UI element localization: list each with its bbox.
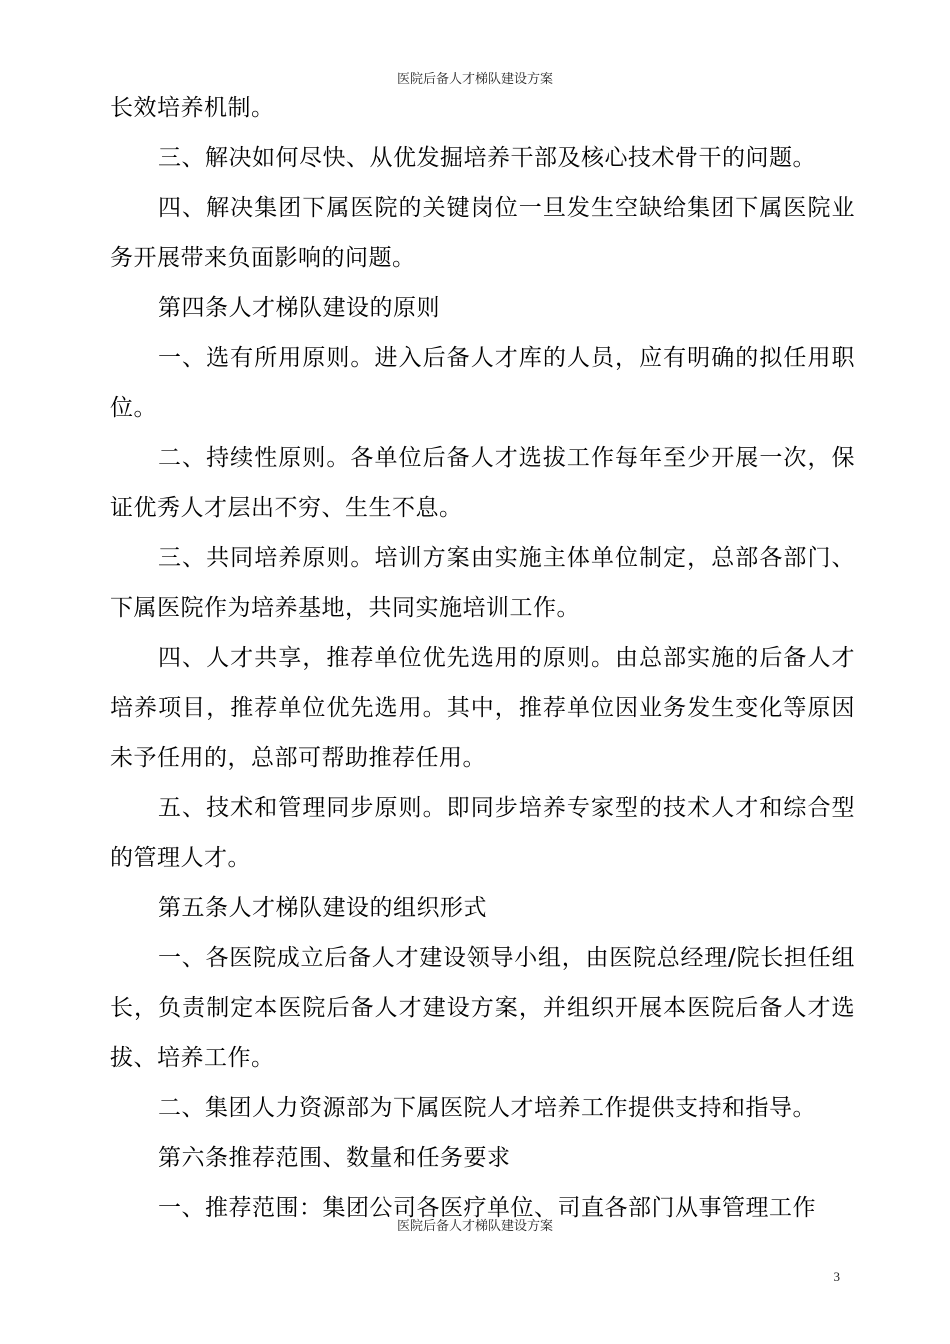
paragraph: 一、推荐范围：集团公司各医疗单位、司直各部门从事管理工作 [158, 1195, 816, 1221]
section-heading: 第四条人才梯队建设的原则 [158, 295, 440, 321]
paragraph: 四、解决集团下属医院的关键岗位一旦发生空缺给集团下属医院业务开展带来负面影响的问题。 [110, 195, 855, 271]
paragraph: 一、选有所用原则。进入后备人才库的人员，应有明确的拟任用职位。 [110, 345, 855, 421]
paragraph: 三、共同培养原则。培训方案由实施主体单位制定，总部各部门、下属医院作为培养基地，共同实施培训工作。 [110, 545, 855, 621]
document-body [110, 83, 855, 1233]
paragraph: 一、各医院成立后备人才建设领导小组，由医院总经理/院长担任组长，负责制定本医院后备人才建设方案，并组织开展本医院后备人才选拔、培养工作。 [110, 945, 855, 1071]
paragraph: 二、持续性原则。各单位后备人才选拔工作每年至少开展一次，保证优秀人才层出不穷、生生不息。 [110, 445, 855, 521]
section-heading: 第五条人才梯队建设的组织形式 [158, 895, 487, 921]
paragraph: 三、解决如何尽快、从优发掘培养干部及核心技术骨干的问题。 [158, 145, 816, 171]
page-number: 3 [833, 1269, 840, 1284]
section-heading: 第六条推荐范围、数量和任务要求 [158, 1145, 511, 1171]
paragraph: 五、技术和管理同步原则。即同步培养专家型的技术人才和综合型的管理人才。 [110, 795, 855, 871]
paragraph: 长效培养机制。 [110, 95, 275, 121]
running-footer: 医院后备人才梯队建设方案 [396, 1219, 553, 1234]
paragraph: 二、集团人力资源部为下属医院人才培养工作提供支持和指导。 [158, 1095, 816, 1121]
paragraph: 四、人才共享，推荐单位优先选用的原则。由总部实施的后备人才培养项目，推荐单位优先选用。其中，推荐单位因业务发生变化等原因未予任用的，总部可帮助推荐任用。 [110, 645, 855, 771]
running-header: 医院后备人才梯队建设方案 [396, 72, 553, 87]
